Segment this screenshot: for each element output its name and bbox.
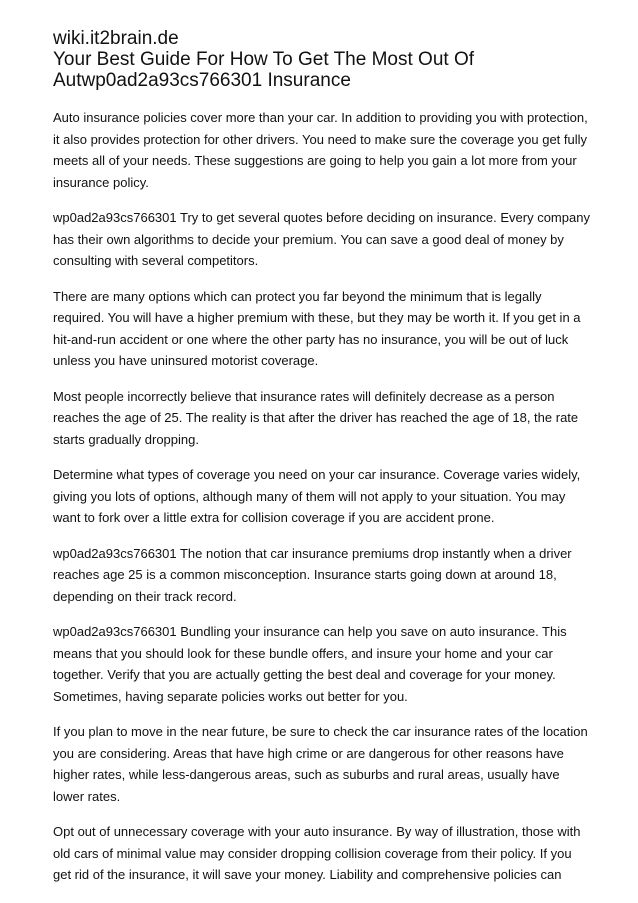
paragraph-5: Determine what types of coverage you need on your car insurance. Coverage varies widely, giving you lots of options, although many of them will not apply to your situation. You may want to fork over a little extra for collision coverage if you are accident prone. [53,467,581,525]
paragraph-9: Opt out of unnecessary coverage with your auto insurance. By way of illustration, those with old cars of minimal value may consider dropping collision coverage from their policy. If you get rid of the insurance, it will save your money. Liability and comprehensive policies can [53,824,581,882]
paragraph-8: If you plan to move in the near future, be sure to check the car insurance rates of the location you are considering. Areas that have high crime or are dangerous for other reasons have higher rates, while less-dangerous areas, such as suburbs and rural areas, usually have lower rates. [53,724,588,804]
paragraph-7: wp0ad2a93cs766301 Bundling your insurance can help you save on auto insurance. This means that you should look for these bundle offers, and insure your home and your car together. Verify that you are actually getting the best deal and coverage for your money. Sometimes, having separate policies works out better for you. [53,624,567,704]
site-name: wiki.it2brain.de [53,28,179,49]
paragraph-6: wp0ad2a93cs766301 The notion that car insurance premiums drop instantly when a driver reaches age 25 is a common misconception. Insurance starts going down at around 18, depending on their track record. [53,545,572,604]
document-page [53,28,593,900]
paragraph-4: Most people incorrectly believe that insurance rates will definitely decrease as a person reaches the age of 25. The reality is that after the driver has reached the age of 18, the rate starts gradually dropping. [53,388,579,447]
paragraph-1: Auto insurance policies cover more than your car. In addition to providing you with protection, it also provides protection for other drivers. You need to make sure the coverage you get fully meets all of your needs. These suggestions are going to help you gain a lot more from your insurance policy. [53,110,588,190]
page-title: Your Best Guide For How To Get The Most Out Of Autwp0ad2a93cs766301 Insurance [53,49,475,91]
paragraph-2: wp0ad2a93cs766301 Try to get several quotes before deciding on insurance. Every company has their own algorithms to decide your premium. You can save a good deal of money by consulting with several competitors. [53,210,590,268]
paragraph-3: There are many options which can protect you far beyond the minimum that is legally required. You will have a higher premium with these, but they may be worth it. If you get in a hit-and-run accident or one where the other party has no insurance, you will be out of luck unless you have uninsured motorist coverage. [53,288,581,368]
